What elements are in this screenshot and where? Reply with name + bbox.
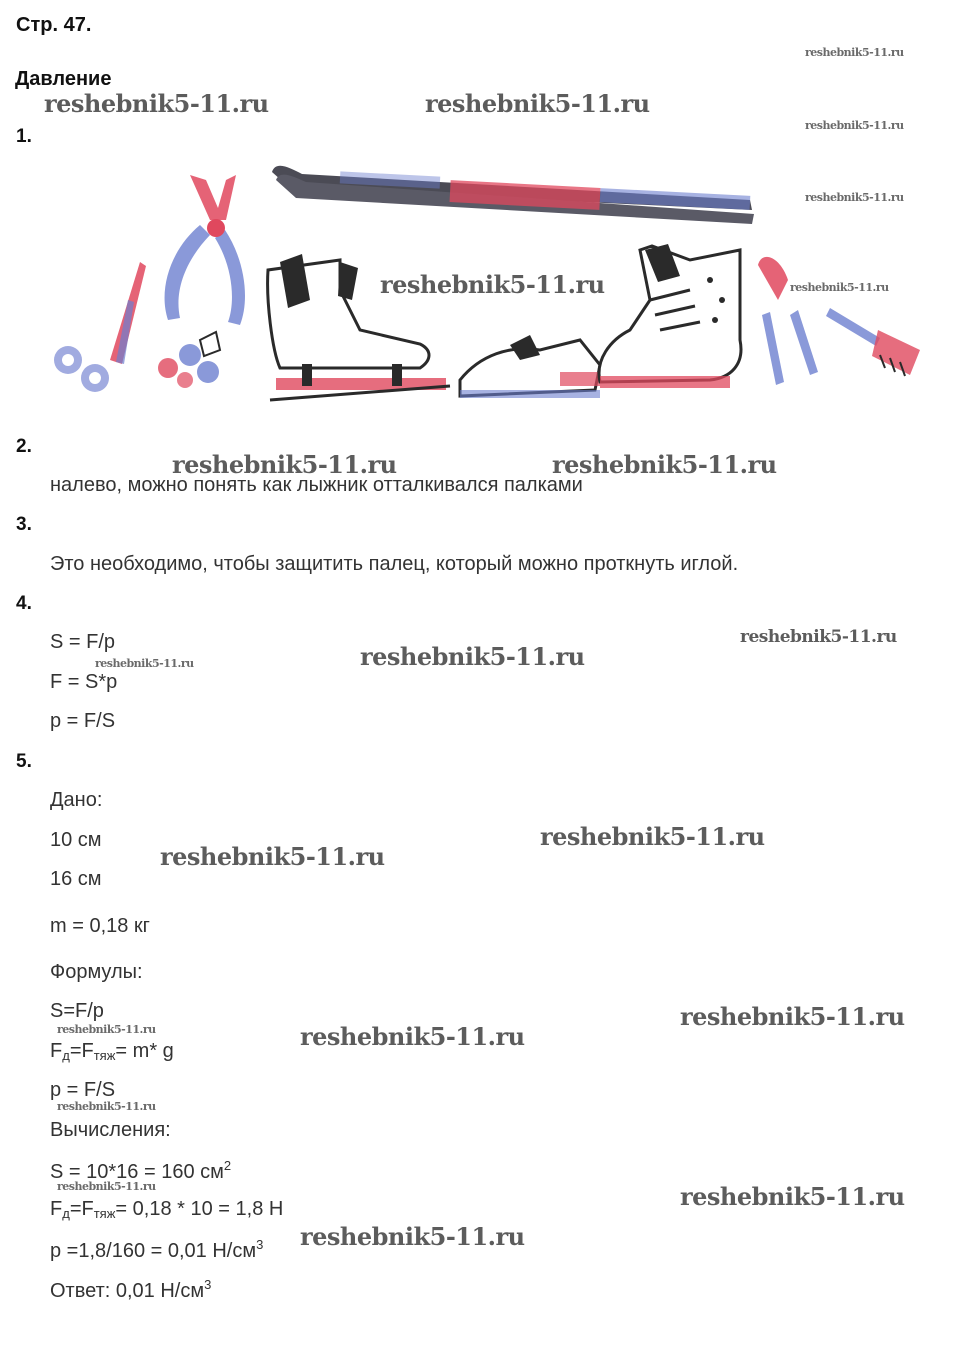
watermark: reshebnik5-11.ru: [172, 450, 397, 479]
watermark: reshebnik5-11.ru: [300, 1222, 525, 1251]
boot-icon: [599, 244, 741, 388]
watermark: reshebnik5-11.ru: [540, 822, 765, 851]
formula-area: p = F/S: [50, 1079, 116, 1101]
task-5-number: 5.: [16, 751, 32, 772]
given-value: 10 см: [50, 829, 102, 851]
task-4-line: p = F/S: [50, 710, 116, 732]
formula-pressure: S=F/p: [50, 1000, 104, 1022]
calc-area: S = 10*16 = 160 $см^2$: [50, 1158, 232, 1183]
task-1-number: 1.: [16, 126, 32, 147]
watermark: reshebnik5-11.ru: [360, 642, 585, 671]
watermark: reshebnik5-11.ru: [300, 1022, 525, 1051]
sneaker-icon: [460, 335, 600, 398]
calc-label: Вычисления:: [50, 1119, 171, 1141]
thimble-icon: [158, 332, 220, 388]
watermark: reshebnik5-11.ru: [680, 1002, 905, 1031]
watermark: reshebnik5-11.ru: [57, 1100, 156, 1113]
task-2-answer: налево, можно понять как лыжник отталкивался палками: [50, 474, 583, 496]
task-4-line: F = S*p: [50, 671, 118, 693]
formulas-label: Формулы:: [50, 961, 143, 983]
watermark: reshebnik5-11.ru: [57, 1180, 156, 1193]
watermark: reshebnik5-11.ru: [805, 191, 904, 204]
given-value: 16 см: [50, 868, 102, 890]
watermark: reshebnik5-11.ru: [57, 1023, 156, 1036]
scissors-icon: [54, 262, 146, 392]
page-label: Стр. 47.: [16, 14, 92, 36]
calc-pressure: p =1,8/160 = 0,01 $Н/см^3$: [50, 1237, 264, 1262]
watermark: reshebnik5-11.ru: [805, 119, 904, 132]
given-value: m = 0,18 кг: [50, 915, 150, 937]
skis-icon: [272, 166, 754, 224]
watermark: reshebnik5-11.ru: [95, 657, 194, 670]
watermark: reshebnik5-11.ru: [160, 842, 385, 871]
given-label: Дано:: [50, 789, 103, 811]
calc-force: $F_д=F_{тяж}= 0,18 * 10 = 1,8$ Н: [50, 1198, 284, 1221]
watermark: reshebnik5-11.ru: [380, 270, 605, 299]
brush-icon: [826, 308, 920, 376]
task-4-line: S = F/p: [50, 631, 116, 653]
task-2-number: 2.: [16, 436, 32, 457]
final-answer: Ответ: 0,01 $Н/см^3$: [50, 1277, 212, 1302]
watermark: reshebnik5-11.ru: [680, 1182, 905, 1211]
watermark: reshebnik5-11.ru: [740, 627, 897, 647]
watermark: reshebnik5-11.ru: [425, 89, 650, 118]
section-title: Давление: [15, 68, 112, 90]
clippers-icon: [758, 257, 818, 385]
watermark: reshebnik5-11.ru: [552, 450, 777, 479]
watermark: reshebnik5-11.ru: [790, 281, 889, 294]
pliers-icon: [165, 175, 245, 325]
task-4-number: 4.: [16, 593, 32, 614]
watermark: reshebnik5-11.ru: [805, 46, 904, 59]
task-3-number: 3.: [16, 514, 32, 535]
task-3-answer: Это необходимо, чтобы защитить палец, который можно проткнуть иглой.: [50, 553, 739, 575]
watermark: reshebnik5-11.ru: [44, 89, 269, 118]
formula-force: $F_д=F_{тяж}= m*$ g: [50, 1040, 174, 1063]
